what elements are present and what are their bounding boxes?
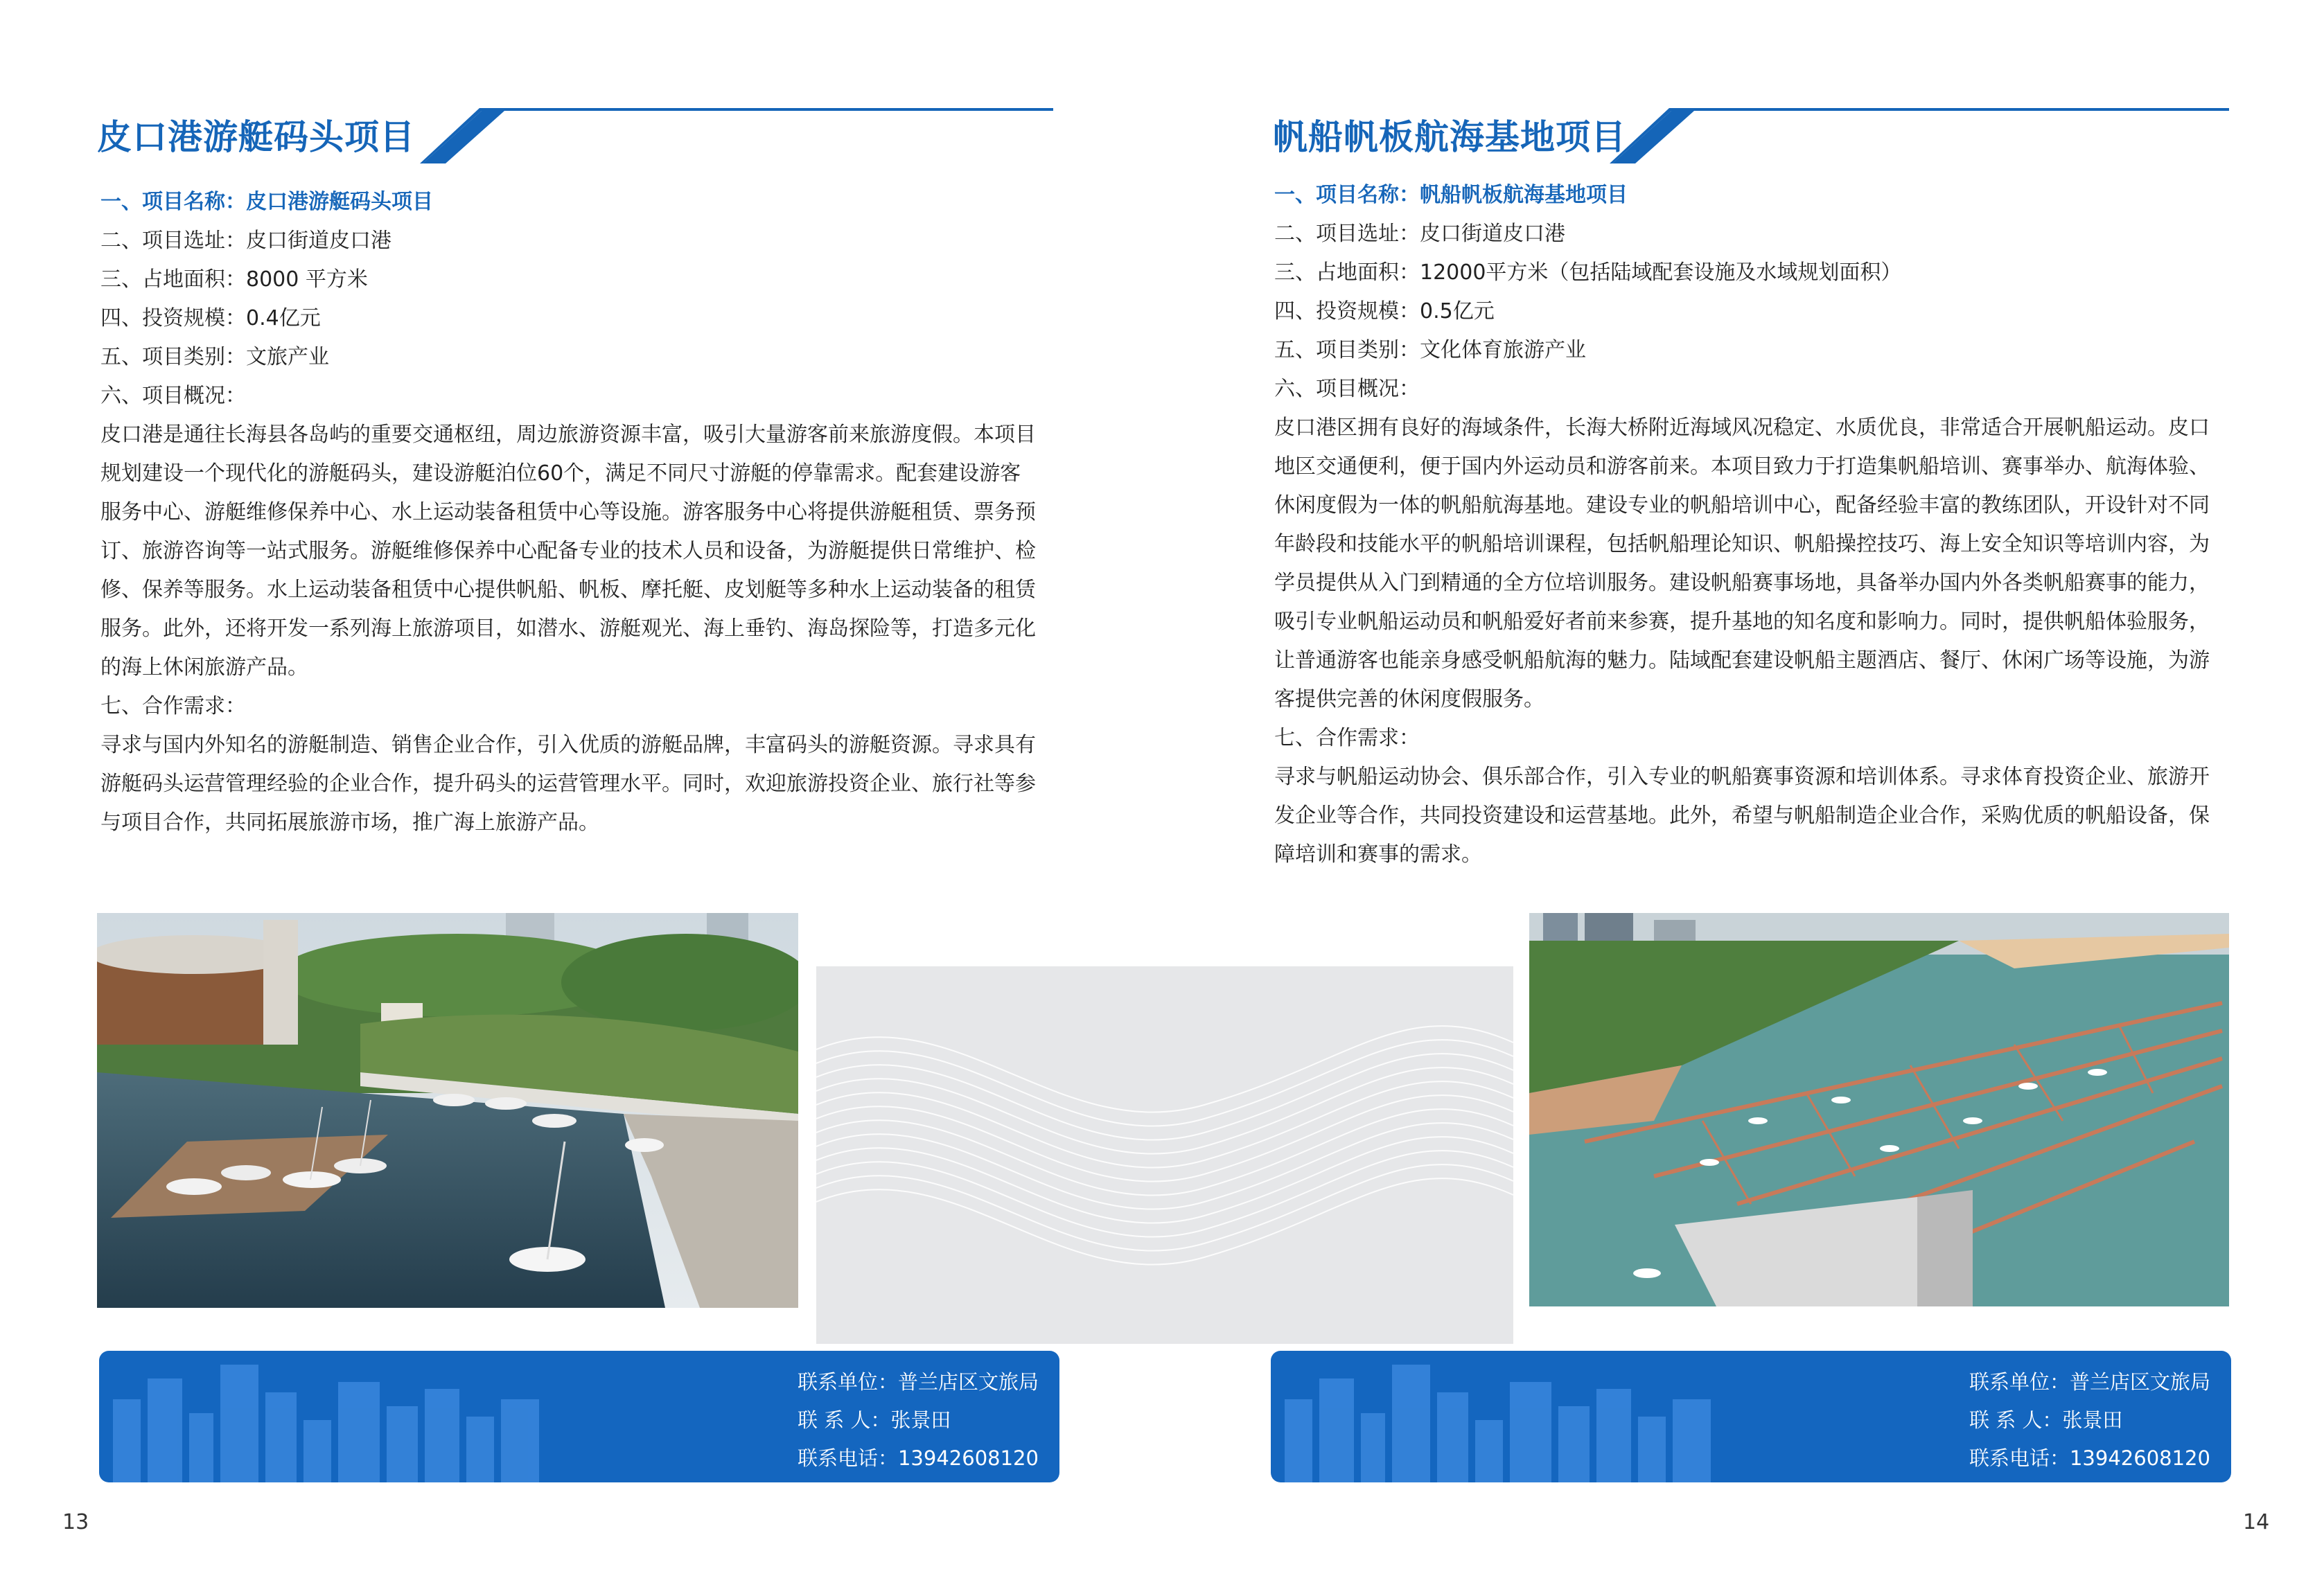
page-title: 皮口港游艇码头项目 xyxy=(97,117,415,157)
page-right xyxy=(1162,0,2324,1587)
marina-photo xyxy=(97,913,798,1308)
page-number: 14 xyxy=(2243,1510,2270,1534)
cooperation-paragraph: 寻求与帆船运动协会、俱乐部合作，引入专业的帆船赛事资源和培训体系。寻求体育投资企业、旅游开 发企业等合作，共同投资建设和运营基地。此外，希望与帆船制造企业合作，采购优质的帆船设备，保 障培训和赛事的需求。 xyxy=(1274,765,2210,867)
cooperation-paragraph: 寻求与国内外知名的游艇制造、销售企业合作，引入优质的游艇品牌，丰富码头的游艇资源。寻求具有 游艇码头运营管理经验的企业合作，提升码头的运营管理水平。同时，欢迎旅游投资企业、旅行社等参 与项目合作，共同拓展旅游市场，推广海上旅游产品。 xyxy=(100,733,1036,835)
sailing-base-photo xyxy=(1529,913,2229,1306)
contact-card-left xyxy=(99,1351,1059,1482)
item-project-name: 一、项目名称：帆船帆板航海基地项目 xyxy=(1274,183,1628,207)
item-location: 二、项目选址：皮口街道皮口港 xyxy=(1274,222,1565,246)
item-overview-heading: 六、项目概况： xyxy=(1274,377,1420,401)
city-skyline-graphic xyxy=(99,1351,584,1482)
contact-unit: 联系单位：普兰店区文旅局 xyxy=(797,1370,1039,1394)
contact-phone: 联系电话：13942608120 xyxy=(1969,1446,2210,1470)
contact-unit: 联系单位：普兰店区文旅局 xyxy=(1969,1370,2210,1394)
item-investment: 四、投资规模：0.5亿元 xyxy=(1274,299,1495,323)
contact-card-right xyxy=(1271,1351,2231,1482)
item-location: 二、项目选址：皮口街道皮口港 xyxy=(100,229,391,253)
item-investment: 四、投资规模：0.4亿元 xyxy=(100,306,321,330)
overview-paragraph: 皮口港区拥有良好的海域条件，长海大桥附近海域风况稳定、水质优良，非常适合开展帆船运动。皮口 地区交通便利，便于国内外运动员和游客前来。本项目致力于打造集帆船培训、赛事举办、航海体验、 休闲度假为一体的帆船航海基地。建设专业的帆船培训中心，配备经验丰富的教练团队，开设针对不同 年龄段和技能水平的帆船培训课程，包括帆船理论知识、帆船操控技巧、海上安全知识等培训内容，为 学员提供从入门到精通的全方位培训服务。建设帆船赛事场地，具备举办国内外各类帆船赛事的能力， 吸引专业帆船运动员和帆船爱好者前来参赛，提升基地的知名度和影响力。同时，提供帆船体验服务， 让普通游客也能亲身感受帆船航海的魅力。陆域配套建设帆船主题酒店、餐厅、休闲广场等设施，为游 客提供完善的休闲度假服务。 xyxy=(1274,416,2210,711)
city-skyline-graphic xyxy=(1271,1351,1756,1482)
page-number: 13 xyxy=(62,1510,89,1534)
contact-person: 联 系 人：张景田 xyxy=(797,1408,951,1432)
contact-phone: 联系电话：13942608120 xyxy=(797,1446,1039,1470)
item-area: 三、占地面积：12000平方米（包括陆域配套设施及水域规划面积） xyxy=(1274,260,1902,285)
project-details-right xyxy=(1274,176,2237,874)
item-overview-heading: 六、项目概况： xyxy=(100,384,246,408)
overview-paragraph: 皮口港是通往长海县各岛屿的重要交通枢纽，周边旅游资源丰富，吸引大量游客前来旅游度假。本项目 规划建设一个现代化的游艇码头，建设游艇泊位60个，满足不同尺寸游艇的停靠需求。配套建设游客 服务中心、游艇维修保养中心、水上运动装备租赁中心等设施。游客服务中心将提供游艇租赁、票务预 订、旅游咨询等一站式服务。游艇维修保养中心配备专业的技术人员和设备，为游艇提供日常维护、检 修、保养等服务。水上运动装备租赁中心提供帆船、帆板、摩托艇、皮划艇等多种水上运动装备的租赁 服务。此外，还将开发一系列海上旅游项目，如潜水、游艇观光、海上垂钓、海岛探险等，打造多元化 的海上休闲旅游产品。 xyxy=(100,423,1036,680)
item-category: 五、项目类别：文化体育旅游产业 xyxy=(1274,338,1586,362)
page-title: 帆船帆板航海基地项目 xyxy=(1273,117,1626,157)
item-project-name: 一、项目名称：皮口港游艇码头项目 xyxy=(100,190,433,214)
contact-person: 联 系 人：张景田 xyxy=(1969,1408,2123,1432)
item-area: 三、占地面积：8000 平方米 xyxy=(100,267,368,292)
section-header-left xyxy=(97,104,1053,166)
item-cooperation-heading: 七、合作需求： xyxy=(100,694,246,718)
section-header-right xyxy=(1273,104,2229,166)
project-details-left xyxy=(100,183,1060,842)
item-category: 五、项目类别：文旅产业 xyxy=(100,345,329,369)
item-cooperation-heading: 七、合作需求： xyxy=(1274,726,1420,750)
